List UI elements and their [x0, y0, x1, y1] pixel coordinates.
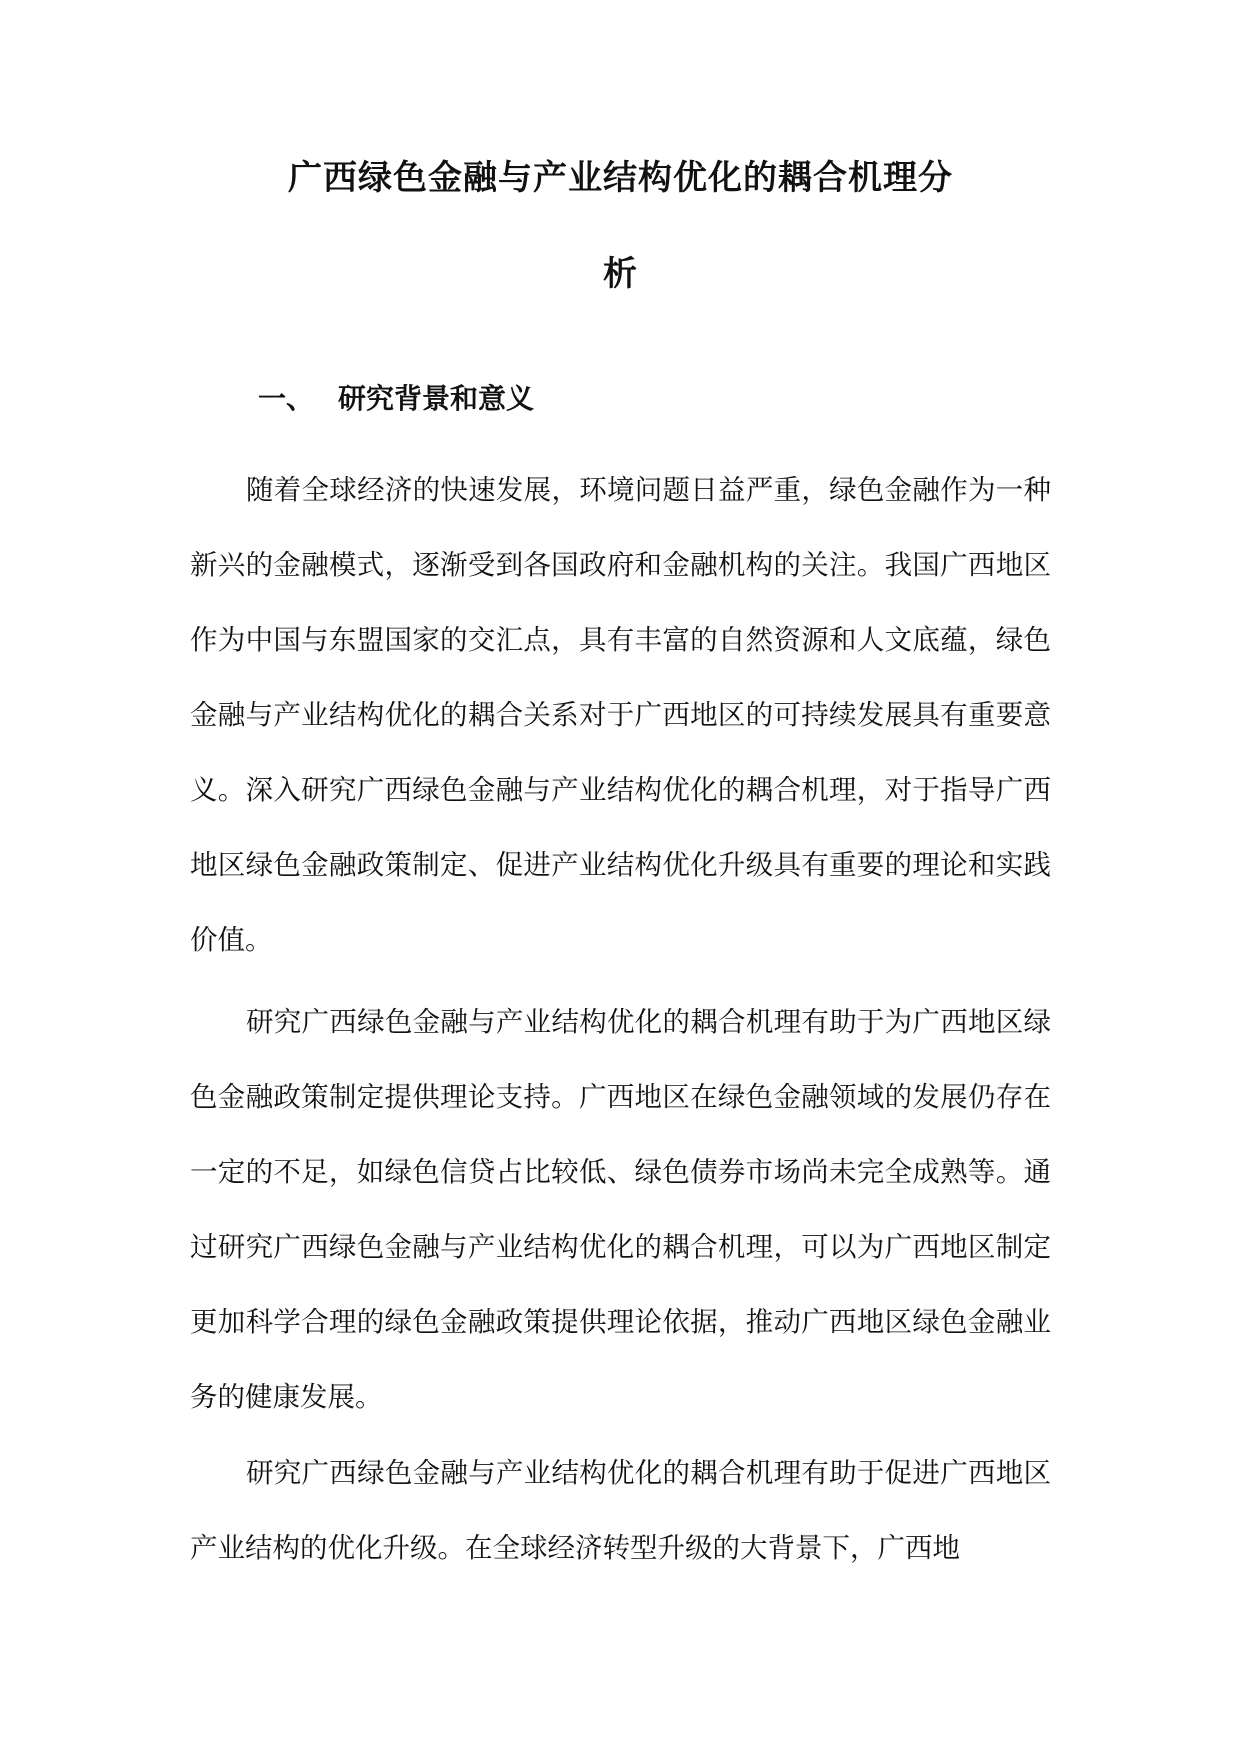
body-paragraph-2: 研究广西绿色金融与产业结构优化的耦合机理有助于为广西地区绿色金融政策制定提供理论支持。广西地区在绿色金融领域的发展仍存在一定的不足，如绿色信贷占比较低、绿色债券市场尚未完全成熟等。通过研究广西绿色金融与产业结构优化的耦合机理，可以为广西地区制定更加科学合理的绿色金融政策提供理论依据，推动广西地区绿色金融业务的健康发展。	[190, 1006, 1051, 1413]
body-paragraph-1: 随着全球经济的快速发展，环境问题日益严重，绿色金融作为一种新兴的金融模式，逐渐受到各国政府和金融机构的关注。我国广西地区作为中国与东盟国家的交汇点，具有丰富的自然资源和人文底蕴，绿色金融与产业结构优化的耦合关系对于广西地区的可持续发展具有重要意义。深入研究广西绿色金融与产业结构优化的耦合机理，对于指导广西地区绿色金融政策制定、促进产业结构优化升级具有重要的理论和实践价值。	[190, 474, 1051, 956]
section-number: 一、	[258, 382, 315, 415]
section-title: 研究背景和意义	[338, 382, 535, 415]
document-title-line-2: 析	[603, 254, 638, 294]
body-paragraph-3: 研究广西绿色金融与产业结构优化的耦合机理有助于促进广西地区产业结构的优化升级。在全球经济转型升级的大背景下，广西地	[190, 1457, 1051, 1564]
document-title-line-1: 广西绿色金融与产业结构优化的耦合机理分	[288, 158, 953, 198]
section-heading	[258, 381, 534, 417]
